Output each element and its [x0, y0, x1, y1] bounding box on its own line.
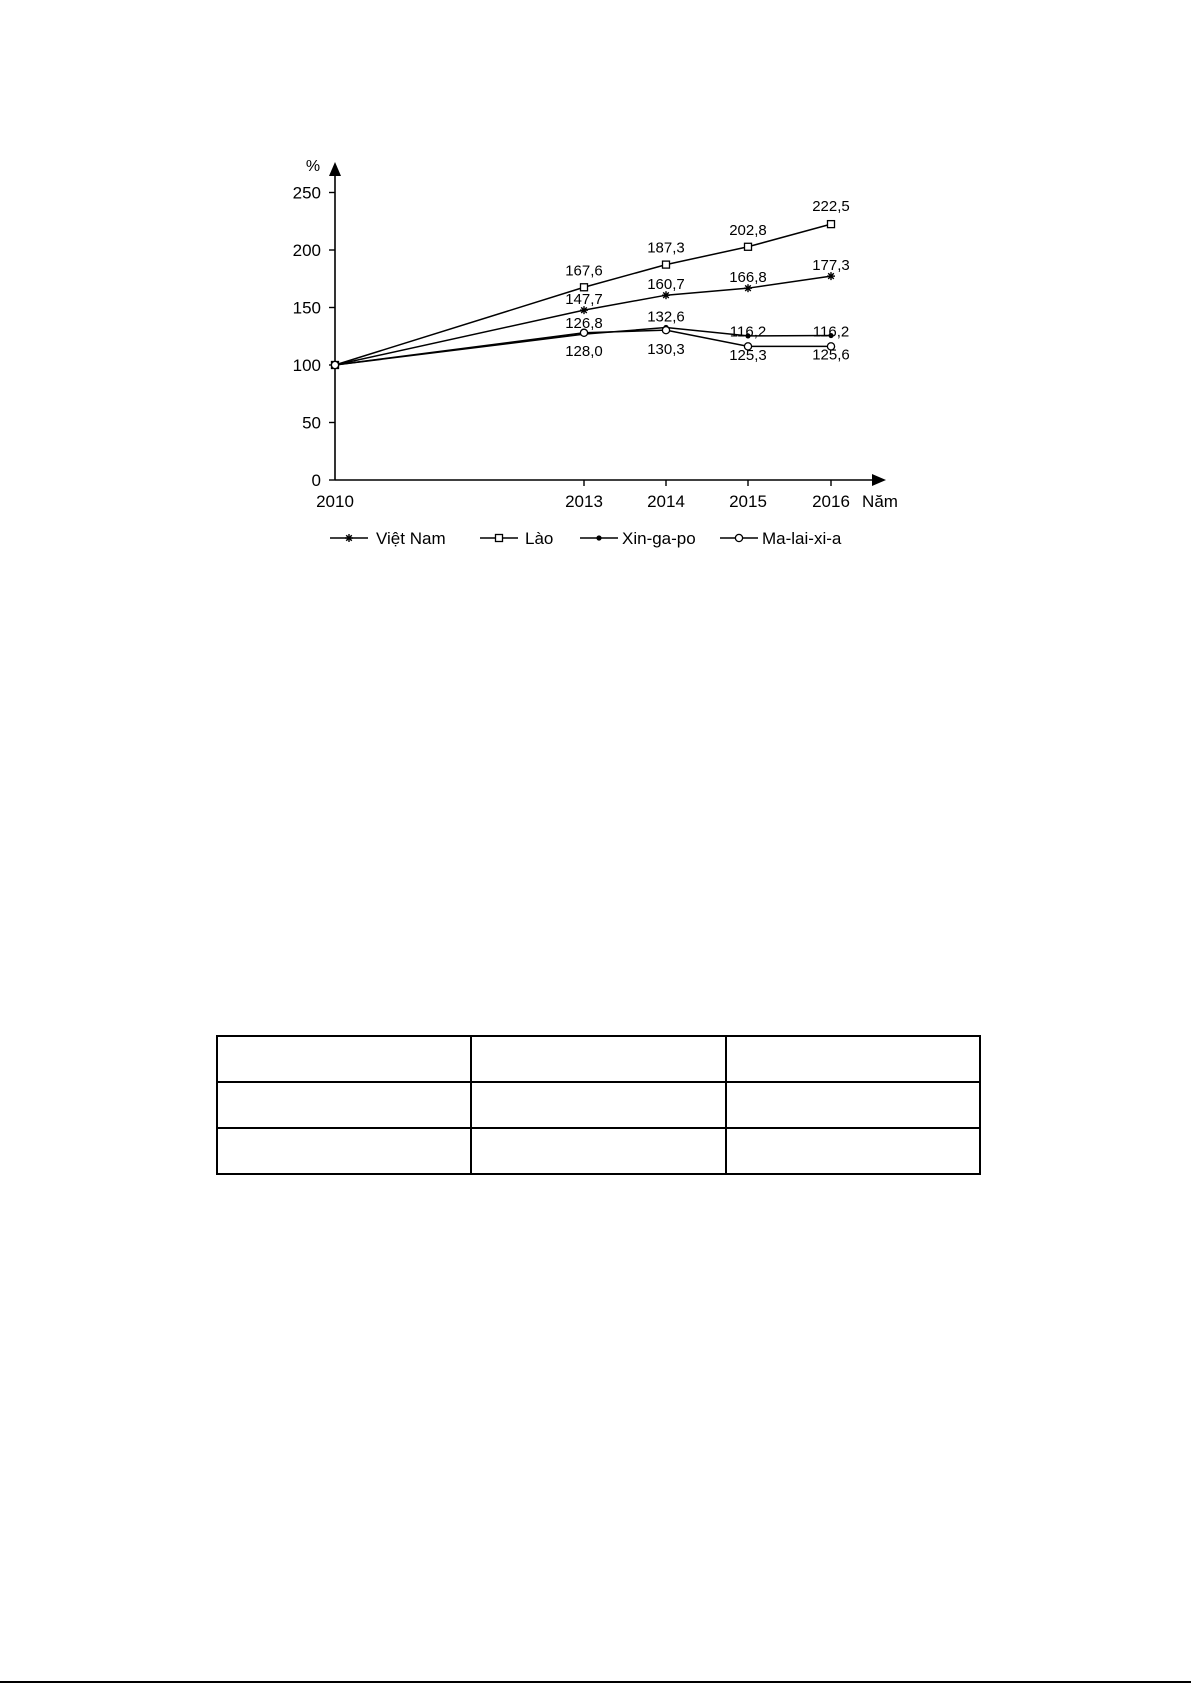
data-label-2-3: 125,3: [729, 346, 767, 364]
legend-marker-0: [345, 534, 353, 542]
table-cell: [471, 1036, 725, 1082]
data-label-0-1: 147,7: [565, 291, 603, 309]
data-point-3-2: [662, 327, 669, 334]
y-axis-label: %: [305, 158, 321, 175]
data-label-1-3: 202,8: [729, 221, 767, 239]
data-label-0-3: 166,8: [729, 269, 767, 287]
x-axis-arrow: [872, 474, 886, 486]
data-label-1-2: 187,3: [647, 239, 685, 257]
table-row: [217, 1036, 980, 1082]
x-tick-label: 2014: [647, 492, 685, 511]
data-label-2-1: 126,8: [565, 315, 603, 333]
legend-label-3: Ma-lai-xi-a: [762, 529, 842, 548]
y-tick-label: 100: [292, 356, 321, 375]
data-label-3-3: 116,2: [729, 323, 767, 341]
legend-label-0: Việt Nam: [376, 529, 446, 548]
x-tick-label: 2016: [812, 492, 850, 511]
table-cell: [217, 1128, 471, 1174]
x-tick-label: 2010: [316, 492, 354, 511]
table-cell: [726, 1128, 980, 1174]
legend-label-1: Lào: [525, 529, 554, 548]
y-tick-label: 150: [292, 298, 321, 318]
legend-marker-2: [596, 535, 601, 540]
data-label-3-4: 116,2: [812, 323, 850, 341]
data-point-3-0: [331, 361, 338, 368]
data-label-0-2: 160,7: [647, 276, 685, 294]
line-chart: [0, 0, 1191, 600]
table-row: [217, 1128, 980, 1174]
data-label-3-2: 130,3: [647, 341, 685, 359]
x-tick-label: 2015: [729, 492, 767, 511]
table-cell: [471, 1128, 725, 1174]
table-cell: [217, 1036, 471, 1082]
data-point-1-3: [745, 243, 752, 250]
table-cell: [726, 1082, 980, 1128]
y-tick-label: 250: [292, 183, 321, 203]
data-label-2-2: 132,6: [647, 308, 685, 326]
table-cell: [471, 1082, 725, 1128]
table-cell: [726, 1036, 980, 1082]
data-label-2-4: 125,6: [812, 346, 850, 364]
y-tick-label: 50: [302, 413, 321, 433]
data-label-0-4: 177,3: [812, 257, 850, 275]
legend-label-2: Xin-ga-po: [622, 529, 696, 548]
data-point-1-1: [581, 284, 588, 291]
data-label-1-1: 167,6: [565, 262, 603, 280]
data-label-3-1: 128,0: [565, 342, 603, 360]
page-bottom-rule: [0, 1681, 1191, 1683]
empty-answer-table: [216, 1035, 981, 1175]
legend-marker-3: [735, 534, 742, 541]
table-row: [217, 1082, 980, 1128]
y-tick-label: 200: [292, 241, 321, 260]
table-cell: [217, 1082, 471, 1128]
data-point-1-2: [663, 261, 670, 268]
y-tick-label: 0: [311, 471, 321, 490]
legend-marker-1: [496, 535, 503, 542]
y-axis-arrow: [329, 162, 341, 176]
x-tick-label: 2013: [565, 492, 603, 511]
x-axis-label: Năm: [862, 492, 898, 511]
data-point-1-4: [828, 221, 835, 228]
data-label-1-4: 222,5: [812, 198, 850, 216]
